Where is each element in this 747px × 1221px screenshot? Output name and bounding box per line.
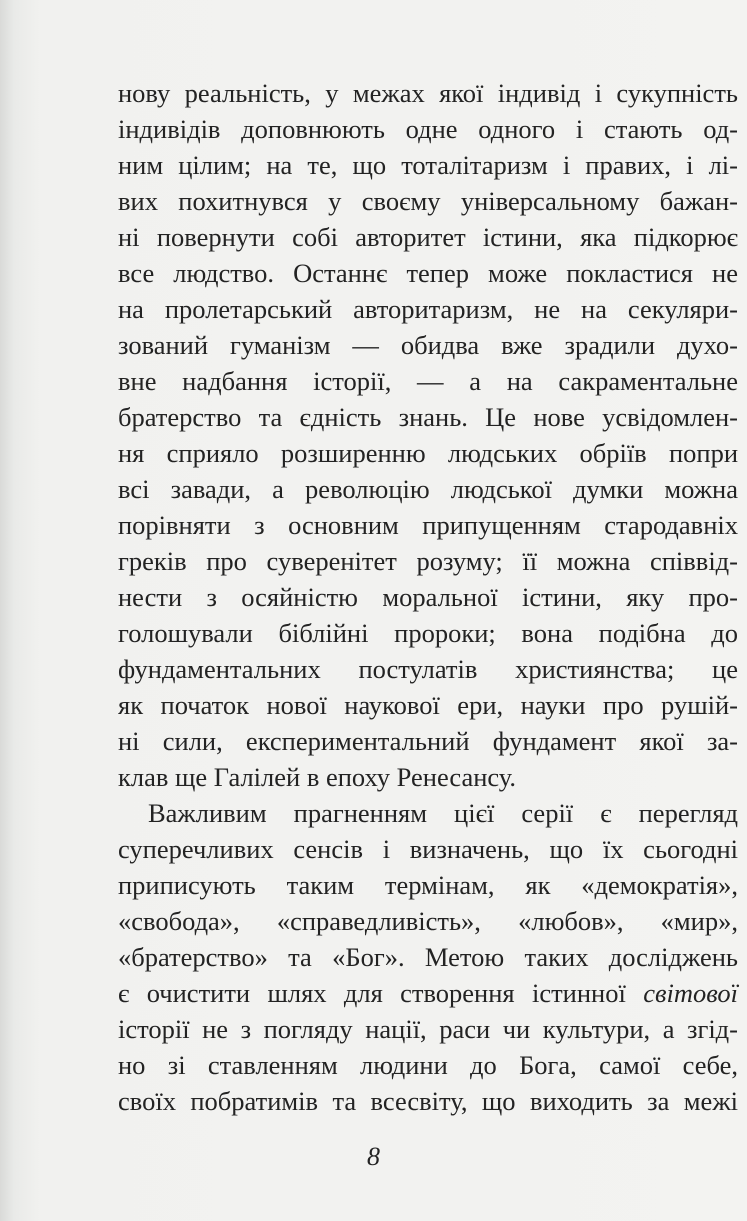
text-line: нову реальність, у межах якої індивід і сукупність <box>118 78 738 108</box>
text-line: ні сили, експериментальний фундамент якої за- <box>118 726 738 756</box>
text-line: порівняти з основним припущенням стародавніх <box>118 510 738 540</box>
text-line: на пролетарський авторитаризм, не на секуляри- <box>118 294 738 324</box>
text-line: зований гуманізм — обидва вже зрадили духо- <box>118 330 738 360</box>
text-line: ня сприяло розширенню людських обріїв попри <box>118 438 738 468</box>
italic-word: світової <box>643 978 738 1008</box>
text-line: Важливим прагненням цієї серії є перегляд <box>148 798 738 828</box>
text-line: як початок нової наукової ери, науки про рушій- <box>118 690 738 720</box>
text-line: ні повернути собі авторитет істини, яка підкорює <box>118 222 738 252</box>
text-line: голошували біблійні пророки; вона подібна до <box>118 618 738 648</box>
text-line: суперечливих сенсів і визначень, що їх сьогодні <box>118 834 738 864</box>
text-line: нести з осяйністю моральної істини, яку про- <box>118 582 738 612</box>
text-line: вих похитнувся у своєму універсальному бажан- <box>118 186 738 216</box>
text-line: індивідів доповнюють одне одного і стають од- <box>118 114 738 144</box>
text-line: приписують таким термінам, як «демократія», <box>118 870 738 900</box>
paragraph-1 <box>118 75 738 795</box>
text-line: все людство. Останнє тепер може покластися не <box>118 258 738 288</box>
page-number: 8 <box>367 1142 380 1171</box>
paragraph-2 <box>118 795 738 975</box>
text-line: ним цілим; на те, що тоталітаризм і правих, і лі- <box>118 150 738 180</box>
page-body <box>118 75 738 1119</box>
text-line: «свобода», «справедливість», «любов», «мир», <box>118 906 738 936</box>
text-line: вне надбання історії, — а на сакраментальне <box>118 366 738 396</box>
text-line: фундаментальних постулатів християнства; це <box>118 654 738 684</box>
text-line: «братерство» та «Бог». Метою таких досліджень <box>118 942 738 972</box>
text-line: но зі ставленням людини до Бога, самої себе, <box>118 1050 738 1080</box>
paragraph-2-end <box>118 1011 738 1119</box>
text-line: греків про суверенітет розуму; її можна співвід- <box>118 546 738 576</box>
text-line: клав ще Галілей в епоху Ренесансу. <box>118 762 517 792</box>
text-line-with-italic <box>118 975 738 1011</box>
line-text: є очистити шлях для створення істинної <box>118 978 644 1008</box>
text-line: історії не з погляду нації, раси чи культури, а згід- <box>118 1014 738 1044</box>
text-line: своїх побратимів та всесвіту, що виходить за межі <box>118 1086 738 1116</box>
text-line: братерство та єдність знань. Це нове усвідомлен- <box>118 402 738 432</box>
text-line: всі завади, а революцію людської думки можна <box>118 474 738 504</box>
